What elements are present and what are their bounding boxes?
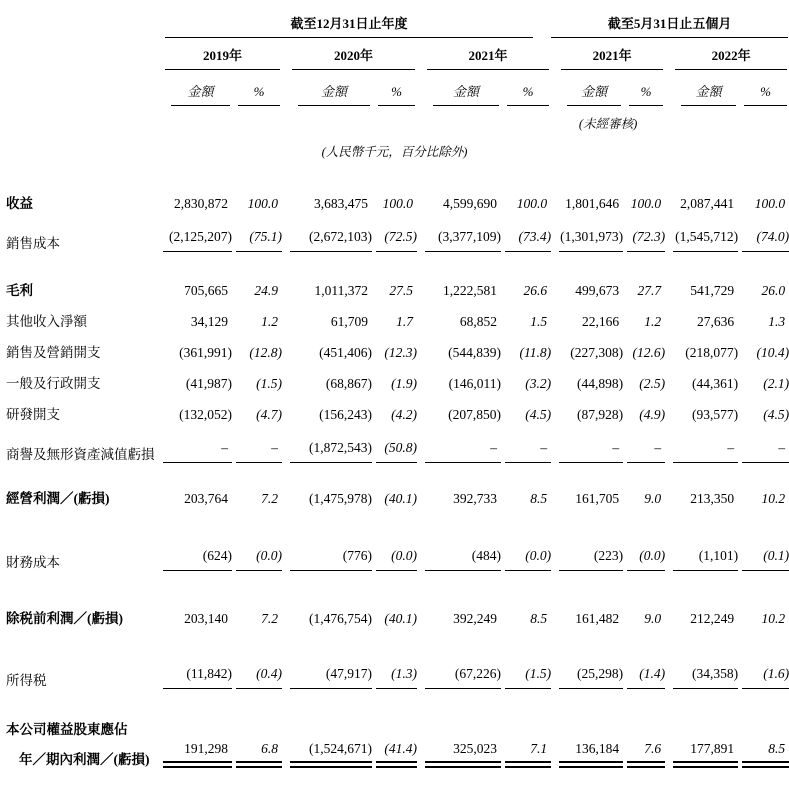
table-row bbox=[0, 571, 789, 627]
percent-cell: (0.4) bbox=[232, 627, 282, 689]
amount-column-header: 金額 bbox=[551, 70, 623, 106]
row-label: 除税前利潤／(虧損) bbox=[6, 611, 123, 626]
percent-cell: (0.0) bbox=[372, 507, 417, 571]
percent-column-header: % bbox=[501, 70, 551, 106]
amount-cell: 3,683,475 bbox=[314, 196, 368, 211]
amount-cell: 161,482 bbox=[575, 611, 620, 626]
amount-cell bbox=[282, 689, 372, 738]
column-header-row bbox=[0, 70, 789, 106]
amount-cell: (156,243) bbox=[319, 407, 372, 422]
percent-cell bbox=[372, 689, 417, 738]
row-label: 銷售成本 bbox=[6, 236, 60, 251]
table-row bbox=[0, 463, 789, 507]
amount-cell: (93,577) bbox=[691, 407, 739, 422]
amount-cell: (68,867) bbox=[325, 376, 372, 391]
percent-cell: (0.0) bbox=[623, 507, 665, 571]
period-header-row bbox=[0, 6, 789, 38]
amount-cell: 2,830,872 bbox=[174, 196, 228, 211]
percent-cell: (12.8) bbox=[249, 345, 282, 360]
percent-cell: (41.4) bbox=[372, 738, 417, 768]
amount-cell: 1,011,372 bbox=[314, 283, 368, 298]
period-header-five-months-text: 截至5月31日止五個月 bbox=[551, 13, 788, 38]
table-row bbox=[0, 299, 789, 330]
year-header-2019: 2019年 bbox=[155, 38, 282, 70]
table-row bbox=[0, 160, 789, 212]
percent-cell: (72.3) bbox=[623, 212, 665, 252]
amount-cell: (44,898) bbox=[576, 376, 624, 391]
row-label: 毛利 bbox=[6, 283, 33, 298]
row-label: 本公司權益股東應佔 bbox=[6, 722, 128, 737]
table-row bbox=[0, 330, 789, 361]
percent-cell: 1.7 bbox=[396, 314, 413, 329]
amount-cell: (67,226) bbox=[417, 627, 501, 689]
percent-cell: (4.5) bbox=[763, 407, 789, 422]
percent-cell: (0.0) bbox=[232, 507, 282, 571]
year-header-row bbox=[0, 38, 789, 70]
amount-cell: (1,524,671) bbox=[282, 738, 372, 768]
percent-cell: 7.2 bbox=[261, 491, 278, 506]
amount-cell: 325,023 bbox=[417, 738, 501, 768]
amount-cell: 541,729 bbox=[690, 283, 735, 298]
percent-cell: 1.2 bbox=[261, 314, 278, 329]
amount-cell: (41,987) bbox=[185, 376, 232, 391]
percent-cell: 9.0 bbox=[644, 611, 662, 626]
percent-cell: (10.4) bbox=[756, 345, 789, 360]
percent-cell: (1.3) bbox=[372, 627, 417, 689]
amount-cell: – bbox=[417, 423, 501, 463]
year-header-2021: 2021年 bbox=[417, 38, 551, 70]
table-row bbox=[0, 738, 789, 768]
amount-cell: 61,709 bbox=[330, 314, 368, 329]
amount-cell: 191,298 bbox=[155, 738, 232, 768]
percent-cell bbox=[738, 689, 789, 738]
percent-cell: 1.5 bbox=[530, 314, 548, 329]
percent-column-header: % bbox=[372, 70, 417, 106]
amount-cell: 2,087,441 bbox=[680, 196, 735, 211]
percent-cell bbox=[623, 689, 665, 738]
percent-cell: (3.2) bbox=[525, 376, 552, 391]
percent-cell: (1.9) bbox=[391, 376, 417, 391]
row-label: 經營利潤／(虧損) bbox=[6, 491, 110, 506]
amount-cell: (146,011) bbox=[448, 376, 501, 391]
percent-cell: 1.3 bbox=[768, 314, 786, 329]
row-label: 研發開支 bbox=[6, 407, 60, 422]
table-row bbox=[0, 627, 789, 689]
amount-cell: 213,350 bbox=[690, 491, 735, 506]
percent-cell: (40.1) bbox=[384, 491, 417, 506]
amount-cell: – bbox=[551, 423, 623, 463]
amount-cell: (47,917) bbox=[282, 627, 372, 689]
amount-cell: (223) bbox=[551, 507, 623, 571]
percent-cell: (4.5) bbox=[525, 407, 552, 422]
amount-cell: 392,733 bbox=[453, 491, 497, 506]
amount-cell: (3,377,109) bbox=[417, 212, 501, 252]
year-header-2022-interim: 2022年 bbox=[665, 38, 789, 70]
percent-cell: 27.7 bbox=[637, 283, 662, 298]
percent-cell: (12.3) bbox=[384, 345, 417, 360]
percent-cell: 6.8 bbox=[232, 738, 282, 768]
row-label: 財務成本 bbox=[6, 555, 60, 570]
amount-cell: 4,599,690 bbox=[443, 196, 497, 211]
table-row bbox=[0, 212, 789, 252]
amount-cell: (207,850) bbox=[448, 407, 501, 422]
percent-cell: 8.5 bbox=[530, 491, 548, 506]
unaudited-note: (未經審核) bbox=[578, 117, 638, 131]
amount-cell: (1,872,543) bbox=[282, 423, 372, 463]
percent-cell: 100.0 bbox=[516, 196, 548, 211]
percent-cell: – bbox=[501, 423, 551, 463]
percent-cell: 10.2 bbox=[761, 611, 786, 626]
row-label: 一般及行政開支 bbox=[6, 376, 101, 391]
unaudited-note-row bbox=[0, 106, 789, 132]
percent-cell: – bbox=[623, 423, 665, 463]
percent-cell: (4.7) bbox=[256, 407, 282, 422]
table-row bbox=[0, 689, 789, 738]
percent-cell: (0.1) bbox=[738, 507, 789, 571]
percent-cell: (4.9) bbox=[639, 407, 666, 422]
row-label: 收益 bbox=[6, 196, 33, 211]
amount-cell: 68,852 bbox=[459, 314, 497, 329]
percent-cell: (72.5) bbox=[372, 212, 417, 252]
amount-cell: 34,129 bbox=[190, 314, 228, 329]
amount-cell: (544,839) bbox=[448, 345, 501, 360]
percent-cell: (40.1) bbox=[384, 611, 417, 626]
amount-cell: 1,222,581 bbox=[443, 283, 497, 298]
percent-cell: (2.5) bbox=[639, 376, 666, 391]
amount-cell: 177,891 bbox=[665, 738, 738, 768]
percent-cell: 8.5 bbox=[530, 611, 548, 626]
percent-cell: 8.5 bbox=[738, 738, 789, 768]
percent-column-header: % bbox=[623, 70, 665, 106]
percent-cell bbox=[501, 689, 551, 738]
amount-cell: (87,928) bbox=[576, 407, 624, 422]
label-column-spacer bbox=[0, 6, 155, 38]
amount-cell: 212,249 bbox=[690, 611, 735, 626]
percent-cell: (11.8) bbox=[519, 345, 552, 360]
amount-column-header: 金額 bbox=[417, 70, 501, 106]
amount-cell: 27,636 bbox=[696, 314, 735, 329]
percent-cell: 7.2 bbox=[261, 611, 278, 626]
percent-cell: 100.0 bbox=[382, 196, 413, 211]
table-row bbox=[0, 361, 789, 392]
row-label: 銷售及營銷開支 bbox=[6, 345, 101, 360]
amount-cell: 705,665 bbox=[184, 283, 228, 298]
percent-cell: 100.0 bbox=[247, 196, 278, 211]
period-header-annual-text: 截至12月31日止年度 bbox=[165, 13, 533, 38]
percent-cell: (1.5) bbox=[256, 376, 282, 391]
percent-cell: (2.1) bbox=[763, 376, 789, 391]
amount-cell: 203,140 bbox=[184, 611, 228, 626]
percent-cell: 1.2 bbox=[644, 314, 662, 329]
percent-cell: 9.0 bbox=[644, 491, 662, 506]
amount-cell: 161,705 bbox=[575, 491, 620, 506]
units-note-row bbox=[0, 132, 789, 160]
percent-cell: 100.0 bbox=[630, 196, 662, 211]
amount-cell: (11,842) bbox=[155, 627, 232, 689]
percent-column-header: % bbox=[738, 70, 789, 106]
year-header-2021-interim: 2021年 bbox=[551, 38, 665, 70]
percent-cell: – bbox=[232, 423, 282, 463]
amount-cell bbox=[551, 689, 623, 738]
percent-cell: (74.0) bbox=[738, 212, 789, 252]
amount-cell: (1,545,712) bbox=[665, 212, 738, 252]
amount-cell: (1,301,973) bbox=[551, 212, 623, 252]
amount-cell: (2,125,207) bbox=[155, 212, 232, 252]
amount-cell: (484) bbox=[417, 507, 501, 571]
percent-cell: (4.2) bbox=[391, 407, 417, 422]
percent-cell bbox=[232, 689, 282, 738]
percent-cell: (75.1) bbox=[232, 212, 282, 252]
amount-cell: 499,673 bbox=[575, 283, 620, 298]
percent-cell: 7.1 bbox=[501, 738, 551, 768]
amount-cell: (218,077) bbox=[685, 345, 739, 360]
amount-cell: (132,052) bbox=[179, 407, 232, 422]
amount-cell bbox=[417, 689, 501, 738]
amount-cell: (25,298) bbox=[551, 627, 623, 689]
amount-cell: (227,308) bbox=[570, 345, 624, 360]
year-header-2020: 2020年 bbox=[282, 38, 417, 70]
row-label: 所得税 bbox=[6, 673, 47, 688]
row-label: 商譽及無形資產減值虧損 bbox=[6, 447, 155, 462]
amount-cell: (1,101) bbox=[665, 507, 738, 571]
percent-cell: (50.8) bbox=[372, 423, 417, 463]
amount-cell: 22,166 bbox=[581, 314, 620, 329]
percent-cell: 26.6 bbox=[523, 283, 548, 298]
percent-cell: (1.6) bbox=[738, 627, 789, 689]
amount-cell: (361,991) bbox=[179, 345, 232, 360]
percent-cell: 26.0 bbox=[761, 283, 786, 298]
units-note: (人民幣千元，百分比除外) bbox=[321, 145, 468, 159]
table-row bbox=[0, 423, 789, 463]
table-row bbox=[0, 252, 789, 299]
percent-cell: 100.0 bbox=[754, 196, 786, 211]
amount-cell: (34,358) bbox=[665, 627, 738, 689]
percent-cell: 10.2 bbox=[761, 491, 786, 506]
row-label: 其他收入淨額 bbox=[6, 314, 87, 329]
amount-cell: (776) bbox=[282, 507, 372, 571]
percent-column-header: % bbox=[232, 70, 282, 106]
amount-cell: – bbox=[665, 423, 738, 463]
amount-cell: 136,184 bbox=[551, 738, 623, 768]
amount-cell: (2,672,103) bbox=[282, 212, 372, 252]
table-body bbox=[0, 160, 789, 768]
row-label: 年／期內利潤／(虧損) bbox=[19, 752, 150, 767]
percent-cell: (1.4) bbox=[623, 627, 665, 689]
table-row bbox=[0, 507, 789, 571]
percent-cell: (12.6) bbox=[632, 345, 666, 360]
period-header-five-months bbox=[551, 6, 789, 38]
table-row bbox=[0, 392, 789, 423]
percent-cell: (1.5) bbox=[501, 627, 551, 689]
amount-cell: 203,764 bbox=[184, 491, 228, 506]
percent-cell: (0.0) bbox=[501, 507, 551, 571]
percent-cell: (73.4) bbox=[501, 212, 551, 252]
amount-cell: (451,406) bbox=[319, 345, 372, 360]
amount-cell: (44,361) bbox=[691, 376, 739, 391]
amount-cell: 392,249 bbox=[453, 611, 497, 626]
percent-cell: 7.6 bbox=[623, 738, 665, 768]
amount-column-header: 金額 bbox=[665, 70, 738, 106]
amount-cell: 1,801,646 bbox=[565, 196, 620, 211]
amount-column-header: 金額 bbox=[155, 70, 232, 106]
amount-cell bbox=[665, 689, 738, 738]
percent-cell: – bbox=[738, 423, 789, 463]
amount-cell bbox=[155, 689, 232, 738]
amount-cell: (624) bbox=[155, 507, 232, 571]
amount-cell: (1,475,978) bbox=[309, 491, 372, 506]
amount-column-header: 金額 bbox=[282, 70, 372, 106]
percent-cell: 27.5 bbox=[389, 283, 413, 298]
amount-cell: (1,476,754) bbox=[309, 611, 372, 626]
percent-cell: 24.9 bbox=[254, 283, 278, 298]
financial-statement-table bbox=[0, 6, 789, 768]
amount-cell: – bbox=[155, 423, 232, 463]
period-header-annual bbox=[155, 6, 551, 38]
